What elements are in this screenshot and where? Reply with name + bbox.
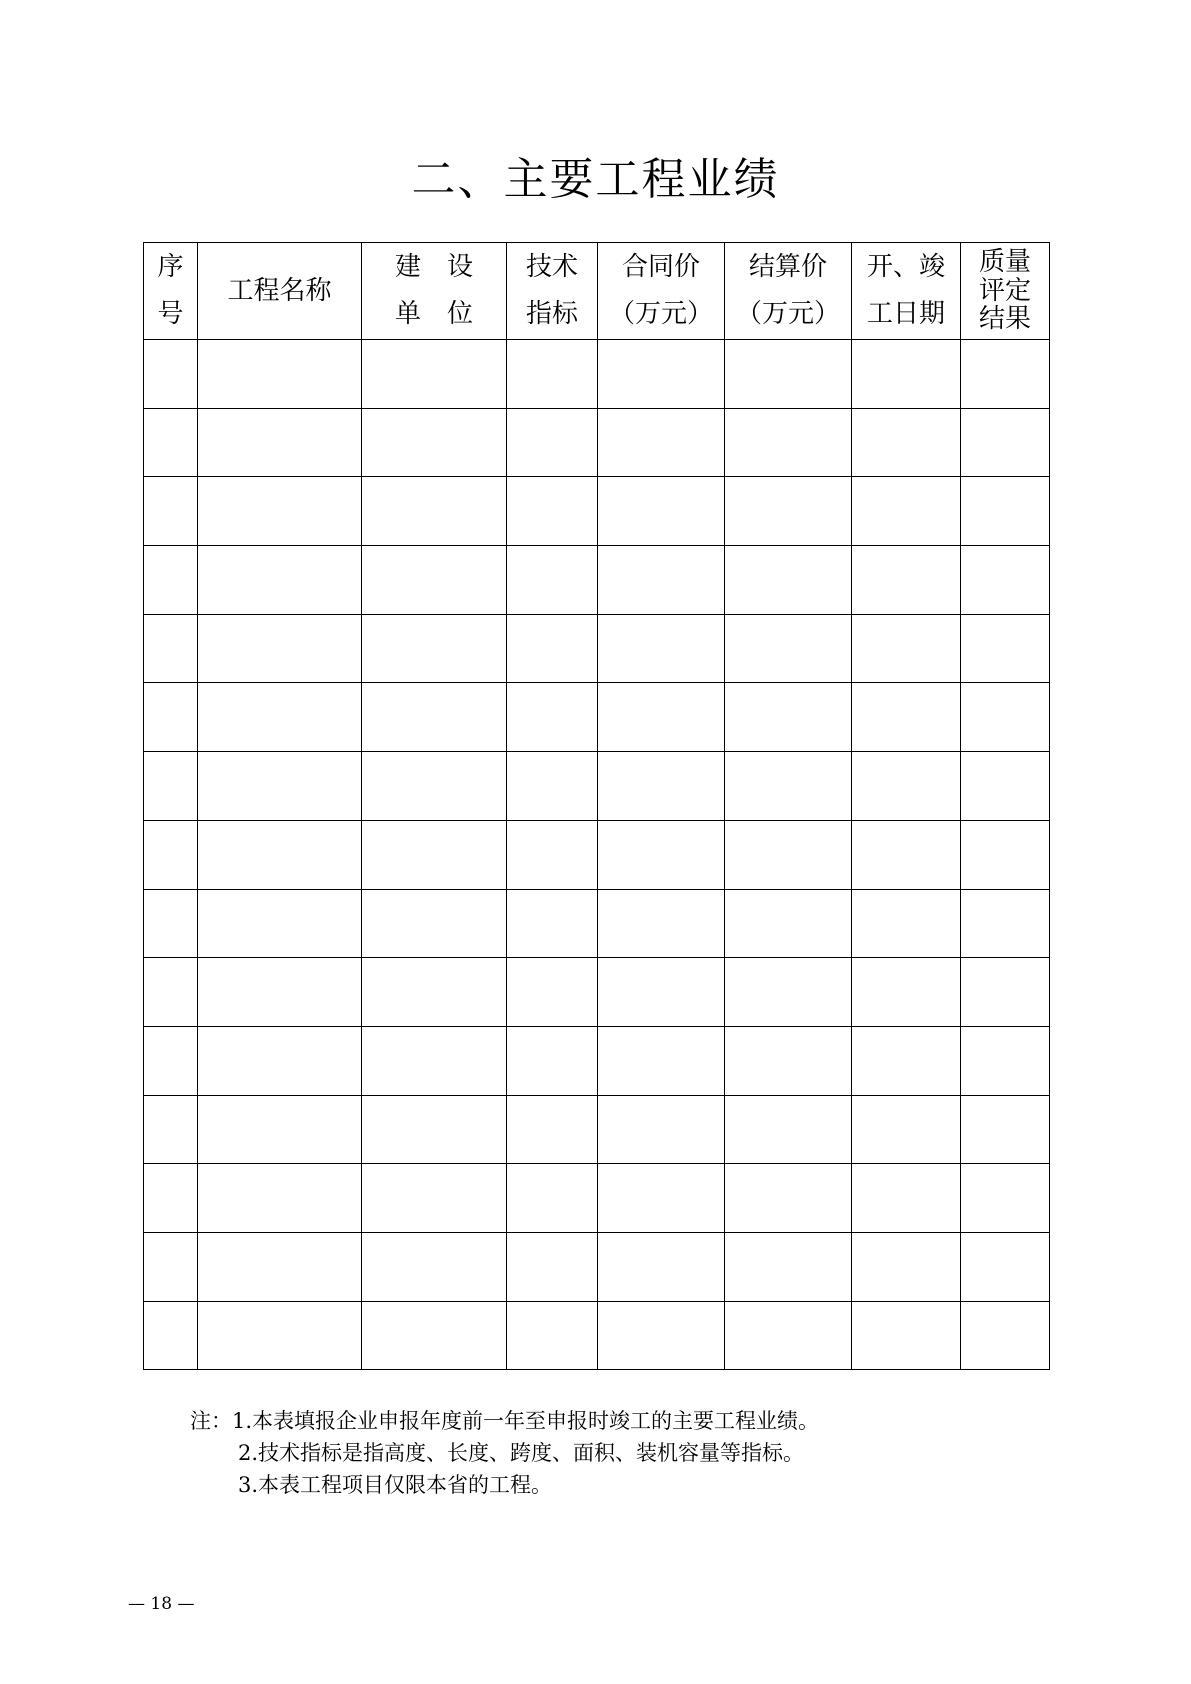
table-cell[interactable] <box>144 958 198 1027</box>
table-cell[interactable] <box>961 958 1050 1027</box>
table-cell[interactable] <box>961 1164 1050 1233</box>
table-cell[interactable] <box>725 1026 852 1095</box>
table-cell[interactable] <box>598 820 725 889</box>
table-cell[interactable] <box>961 752 1050 821</box>
table-row <box>144 477 1050 546</box>
table-cell[interactable] <box>961 1095 1050 1164</box>
table-cell[interactable] <box>852 958 961 1027</box>
header-construction-unit: 建 设 单 位 <box>362 243 507 340</box>
table-cell[interactable] <box>598 889 725 958</box>
table-row <box>144 1095 1050 1164</box>
table-cell[interactable] <box>362 889 507 958</box>
table-row <box>144 1301 1050 1370</box>
table-row <box>144 546 1050 615</box>
table-cell[interactable] <box>198 683 362 752</box>
table-cell[interactable] <box>144 1232 198 1301</box>
table-cell[interactable] <box>362 340 507 409</box>
table-cell[interactable] <box>725 477 852 546</box>
table-cell[interactable] <box>598 958 725 1027</box>
table-header-row <box>144 243 1050 340</box>
table-cell[interactable] <box>144 614 198 683</box>
table-row <box>144 340 1050 409</box>
table-cell[interactable] <box>507 683 598 752</box>
table-cell[interactable] <box>362 1095 507 1164</box>
table-cell[interactable] <box>362 1026 507 1095</box>
table-cell[interactable] <box>852 477 961 546</box>
table-cell[interactable] <box>362 820 507 889</box>
table-cell[interactable] <box>507 1164 598 1233</box>
table-cell[interactable] <box>852 1026 961 1095</box>
table-row <box>144 683 1050 752</box>
table-cell[interactable] <box>961 1301 1050 1370</box>
table-cell[interactable] <box>598 340 725 409</box>
table-cell[interactable] <box>198 477 362 546</box>
note-item: 注：1.本表填报企业申报年度前一年至申报时竣工的主要工程业绩。 <box>190 1409 820 1433</box>
table-cell[interactable] <box>144 820 198 889</box>
table-cell[interactable] <box>144 1026 198 1095</box>
table-cell[interactable] <box>598 1164 725 1233</box>
header-technical-indicators: 技术 指标 <box>507 243 598 340</box>
table-cell[interactable] <box>198 1026 362 1095</box>
table-cell[interactable] <box>598 1026 725 1095</box>
table-cell[interactable] <box>725 546 852 615</box>
table-cell[interactable] <box>725 408 852 477</box>
table-cell[interactable] <box>852 340 961 409</box>
table-cell[interactable] <box>362 546 507 615</box>
table-cell[interactable] <box>852 546 961 615</box>
table-cell[interactable] <box>507 1232 598 1301</box>
table-cell[interactable] <box>598 752 725 821</box>
table-cell[interactable] <box>961 340 1050 409</box>
table-cell[interactable] <box>725 683 852 752</box>
table-cell[interactable] <box>507 546 598 615</box>
table-cell[interactable] <box>198 1232 362 1301</box>
table-cell[interactable] <box>198 958 362 1027</box>
table-cell[interactable] <box>362 1301 507 1370</box>
table-row <box>144 1026 1050 1095</box>
table-cell[interactable] <box>852 820 961 889</box>
table-cell[interactable] <box>725 889 852 958</box>
note-item: 3.本表工程项目仅限本省的工程。 <box>238 1473 553 1497</box>
table-cell[interactable] <box>961 889 1050 958</box>
table-cell[interactable] <box>507 340 598 409</box>
table-cell[interactable] <box>198 546 362 615</box>
table-cell[interactable] <box>198 889 362 958</box>
table-cell[interactable] <box>598 477 725 546</box>
table-cell[interactable] <box>598 1232 725 1301</box>
header-contract-price: 合同价 （万元） <box>598 243 725 340</box>
table-cell[interactable] <box>961 477 1050 546</box>
table-cell[interactable] <box>852 752 961 821</box>
table-body <box>144 340 1050 1370</box>
table-cell[interactable] <box>362 683 507 752</box>
performance-table <box>143 242 1050 1370</box>
table-cell[interactable] <box>725 614 852 683</box>
table-cell[interactable] <box>725 958 852 1027</box>
notes-section <box>190 1405 819 1501</box>
table-cell[interactable] <box>144 477 198 546</box>
table-cell[interactable] <box>144 752 198 821</box>
table-row <box>144 820 1050 889</box>
table-cell[interactable] <box>852 614 961 683</box>
table-row <box>144 408 1050 477</box>
table-cell[interactable] <box>598 546 725 615</box>
table-cell[interactable] <box>198 1164 362 1233</box>
table-cell[interactable] <box>852 1164 961 1233</box>
table-cell[interactable] <box>852 1301 961 1370</box>
table-cell[interactable] <box>144 1164 198 1233</box>
table-cell[interactable] <box>725 1232 852 1301</box>
table-cell[interactable] <box>598 683 725 752</box>
table-cell[interactable] <box>598 408 725 477</box>
table-cell[interactable] <box>507 1301 598 1370</box>
table-cell[interactable] <box>852 683 961 752</box>
table-cell[interactable] <box>725 1301 852 1370</box>
table-cell[interactable] <box>144 1301 198 1370</box>
note-item: 2.技术指标是指高度、长度、跨度、面积、装机容量等指标。 <box>238 1441 805 1465</box>
table-cell[interactable] <box>198 340 362 409</box>
header-quality-rating: 质量 评定 结果 <box>961 243 1050 340</box>
table-cell[interactable] <box>725 340 852 409</box>
table-cell[interactable] <box>852 1095 961 1164</box>
table-cell[interactable] <box>961 614 1050 683</box>
table-row <box>144 1164 1050 1233</box>
table-row <box>144 752 1050 821</box>
table-cell[interactable] <box>144 1095 198 1164</box>
table-cell[interactable] <box>725 752 852 821</box>
table-cell[interactable] <box>961 820 1050 889</box>
table-row <box>144 1232 1050 1301</box>
table-cell[interactable] <box>198 614 362 683</box>
table-cell[interactable] <box>507 958 598 1027</box>
table-cell[interactable] <box>144 340 198 409</box>
table-cell[interactable] <box>961 1026 1050 1095</box>
table-cell[interactable] <box>198 408 362 477</box>
table-cell[interactable] <box>507 408 598 477</box>
table-cell[interactable] <box>961 546 1050 615</box>
table-cell[interactable] <box>144 683 198 752</box>
table-cell[interactable] <box>725 1095 852 1164</box>
header-serial-number: 序 号 <box>144 243 198 340</box>
table-cell[interactable] <box>598 1301 725 1370</box>
table-cell[interactable] <box>852 889 961 958</box>
table-row <box>144 889 1050 958</box>
table-cell[interactable] <box>725 820 852 889</box>
header-settlement-price: 结算价 （万元） <box>725 243 852 340</box>
table-cell[interactable] <box>725 1164 852 1233</box>
table-cell[interactable] <box>362 614 507 683</box>
table-cell[interactable] <box>507 1095 598 1164</box>
table-cell[interactable] <box>507 820 598 889</box>
table-cell[interactable] <box>362 958 507 1027</box>
table-cell[interactable] <box>852 408 961 477</box>
table-row <box>144 614 1050 683</box>
table-cell[interactable] <box>198 820 362 889</box>
table-cell[interactable] <box>198 1301 362 1370</box>
table-cell[interactable] <box>598 1095 725 1164</box>
table-cell[interactable] <box>362 752 507 821</box>
table-cell[interactable] <box>198 1095 362 1164</box>
table-cell[interactable] <box>144 408 198 477</box>
table-cell[interactable] <box>198 752 362 821</box>
page-number: — 18 — <box>128 1594 195 1614</box>
header-start-completion-date: 开、竣 工日期 <box>852 243 961 340</box>
table-cell[interactable] <box>961 1232 1050 1301</box>
table-cell[interactable] <box>507 477 598 546</box>
table-cell[interactable] <box>961 408 1050 477</box>
page-title: 二、主要工程业绩 <box>411 154 780 205</box>
table-cell[interactable] <box>144 546 198 615</box>
table-cell[interactable] <box>507 889 598 958</box>
table-cell[interactable] <box>144 889 198 958</box>
table-cell[interactable] <box>362 1164 507 1233</box>
table-cell[interactable] <box>507 614 598 683</box>
notes-prefix: 注： <box>190 1409 232 1433</box>
table-cell[interactable] <box>507 1026 598 1095</box>
table-cell[interactable] <box>507 752 598 821</box>
header-project-name: 工程名称 <box>198 243 362 340</box>
table-cell[interactable] <box>362 477 507 546</box>
table-cell[interactable] <box>852 1232 961 1301</box>
table-cell[interactable] <box>961 683 1050 752</box>
table-cell[interactable] <box>362 408 507 477</box>
table-row <box>144 958 1050 1027</box>
table-cell[interactable] <box>598 614 725 683</box>
table-cell[interactable] <box>362 1232 507 1301</box>
